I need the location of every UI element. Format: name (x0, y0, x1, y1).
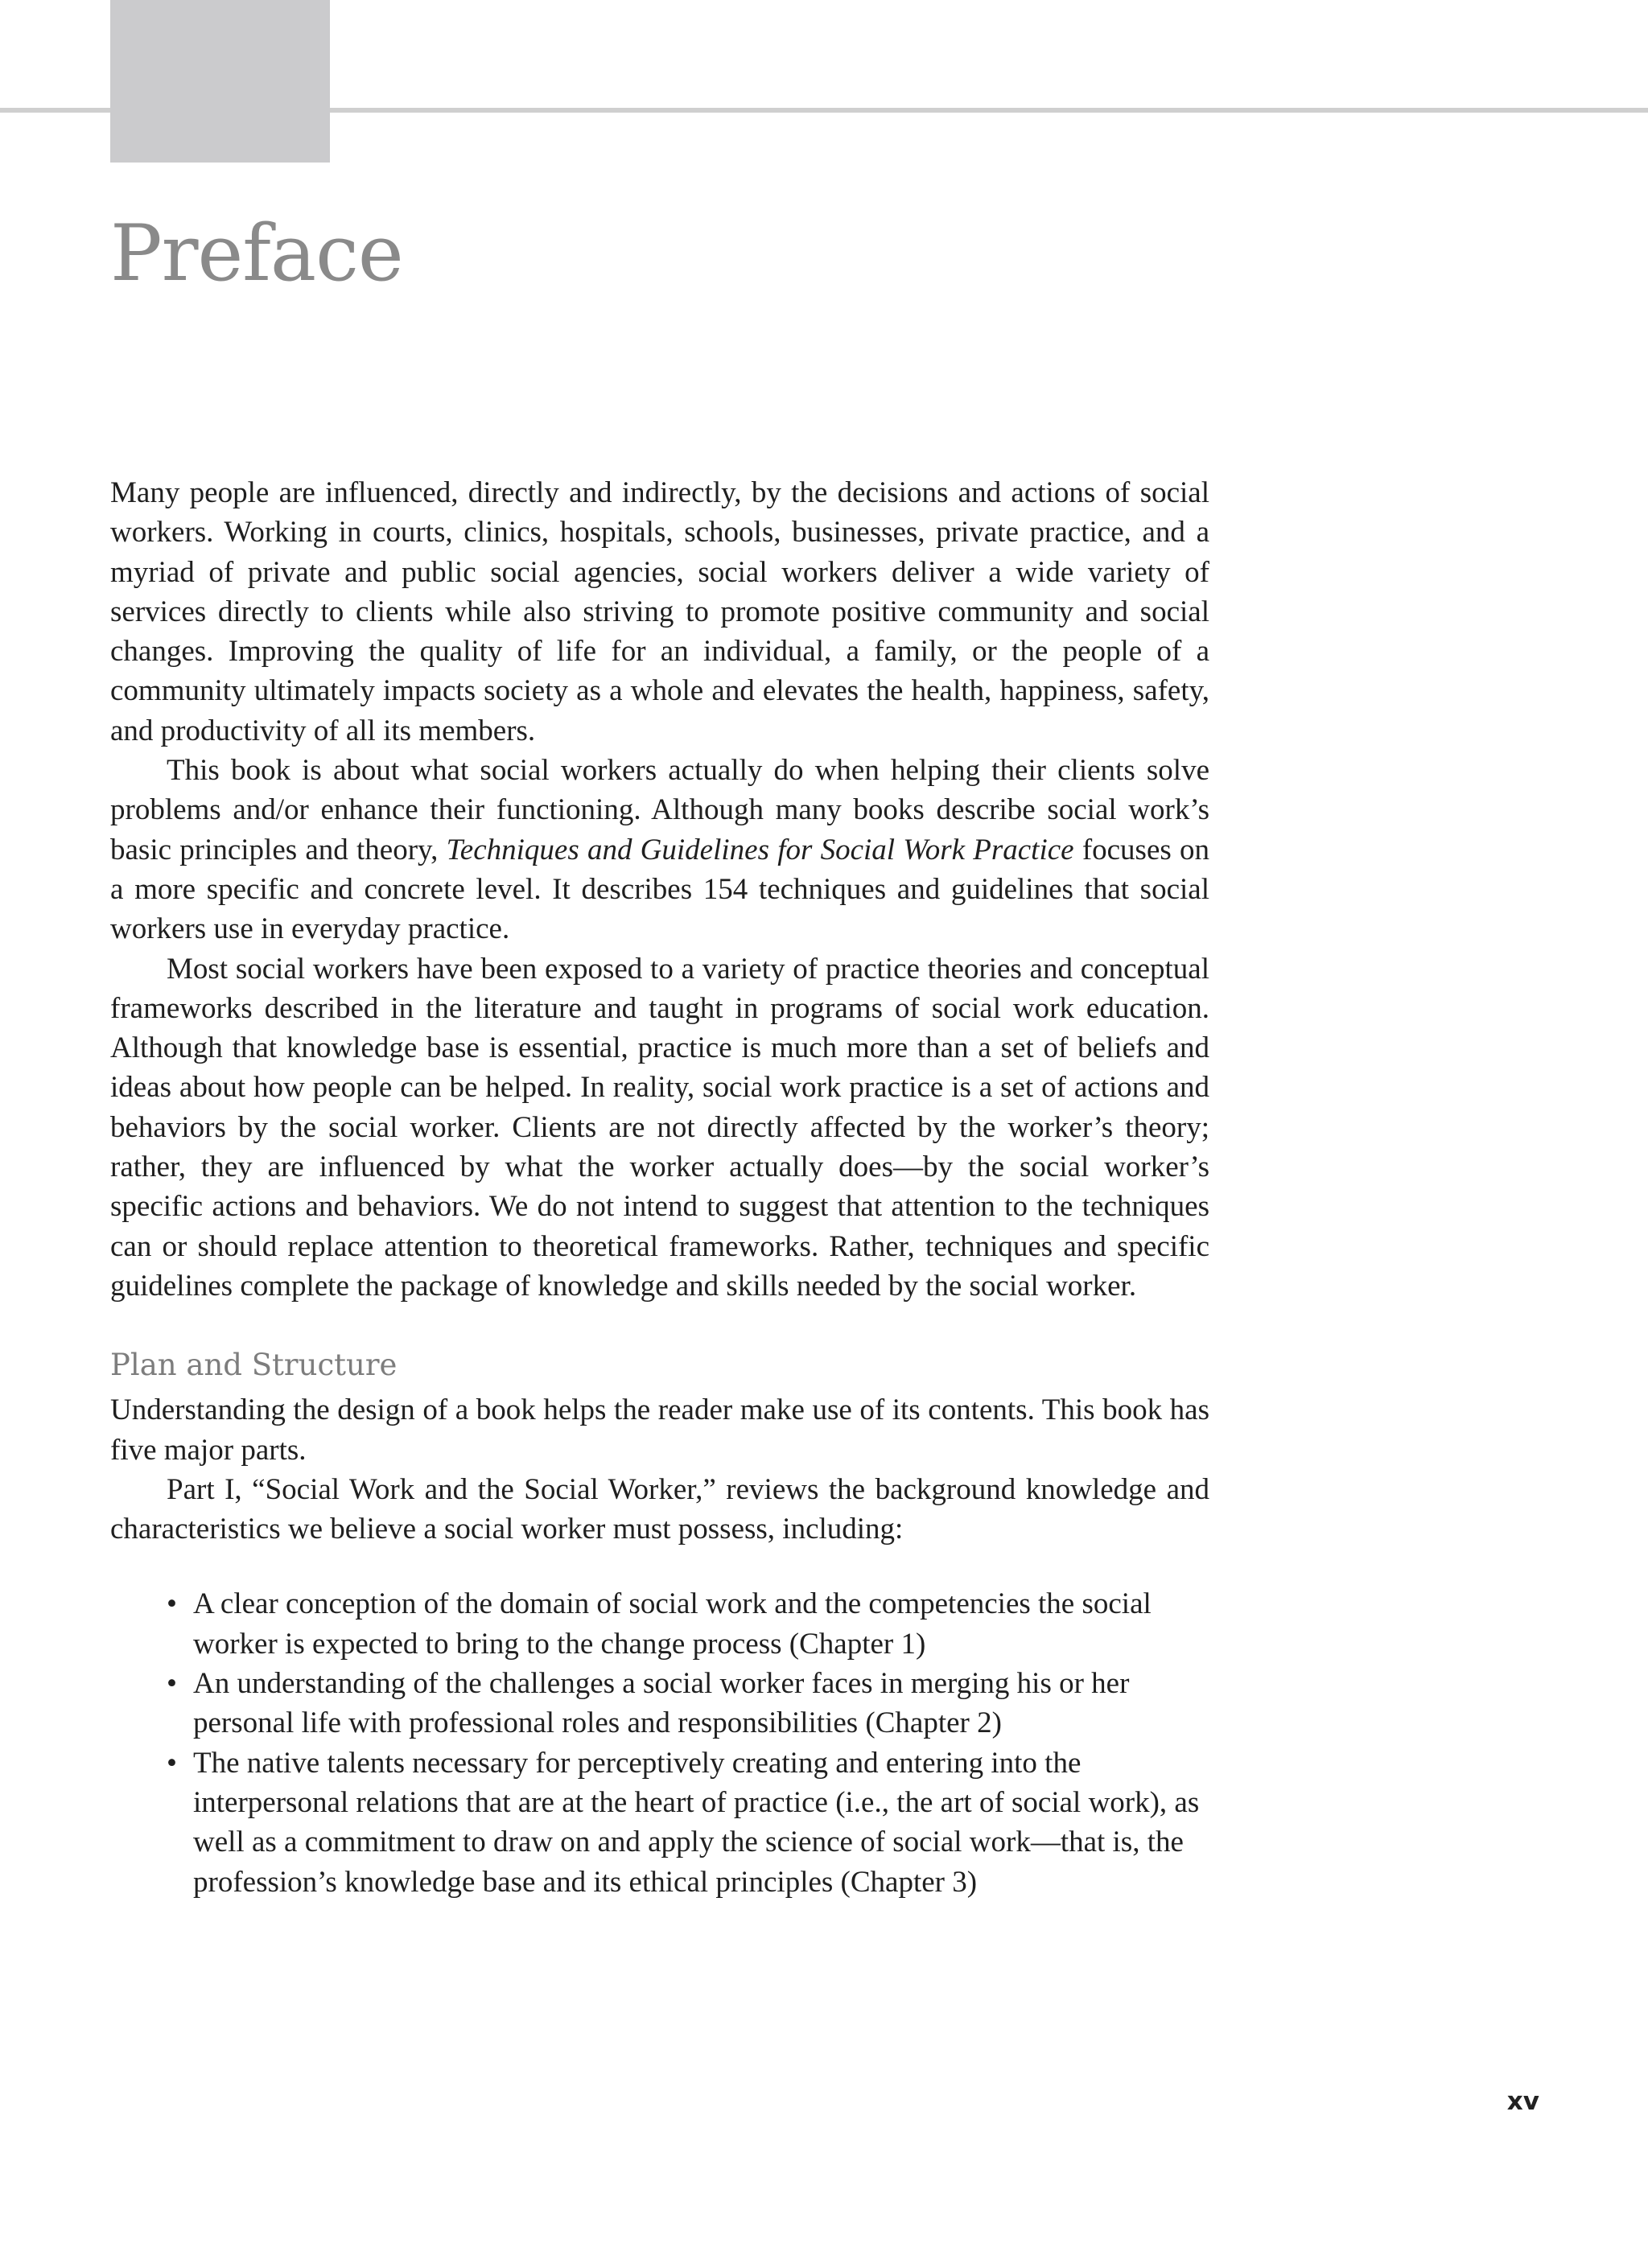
book-title-italic: Techniques and Guidelines for Social Work Practice (446, 833, 1074, 866)
body-text (110, 473, 1209, 1902)
list-item: • The native talents necessary for perceptively creating and entering into the interpersonal relations that are at the heart of practice (i.e., the art of social work), as well as a commitment to draw on and apply the science of social work—that is, the profession’s knowledge base and its ethical principles (Chapter 3) (193, 1743, 1209, 1902)
intro-paragraph-2-end: focuses on a more specific and concrete level. It describes 154 techniques and guidelines that social workers use in everyday practice. (110, 833, 1209, 946)
section-heading-plan: Plan and Structure (110, 1348, 398, 1383)
intro-paragraph-2-start: This book is about what social workers actually do when helping their clients solve problems and/or enhance their functioning. Although many books describe social work’s basic principles and theory, (110, 754, 1209, 866)
intro-paragraph-2 (110, 751, 1209, 949)
plan-paragraph-1: Understanding the design of a book helps the reader make use of its contents. This book has five major parts. (110, 1393, 1209, 1467)
chapter-bullet-list (110, 1584, 1209, 1901)
plan-paragraph-2: Part I, “Social Work and the Social Worker,” reviews the background knowledge and characteristics we believe a social worker must possess, including: (110, 1472, 1209, 1546)
page-number: xv (1506, 2087, 1539, 2116)
list-item: • A clear conception of the domain of social work and the competencies the social worker is expected to bring to the change process (Chapter 1) (193, 1584, 1209, 1664)
intro-paragraph-1: Many people are influenced, directly and indirectly, by the decisions and actions of social workers. Working in courts, clinics, hospitals, schools, businesses, private practice, and a myriad of private and public social agencies, social workers deliver a wide variety of services directly to clients while also striving to promote positive community and social changes. Improving the quality of life for an individual, a family, or the people of a community ultimately impacts society as a whole and elevates the health, happiness, safety, and productivity of all its members. (110, 476, 1209, 747)
intro-paragraph-3: Most social workers have been exposed to a variety of practice theories and conceptual frameworks described in the literature and taught in programs of social work education. Although that knowledge base is essential, practice is much more than a set of beliefs and ideas about how people can be helped. In reality, social work practice is a set of actions and behaviors by the social worker. Clients are not directly affected by the worker’s theory; rather, they are influenced by what the worker actually does—by the social worker’s specific actions and behaviors. We do not intend to suggest that attention to the techniques can or should replace attention to theoretical frameworks. Rather, techniques and specific guidelines complete the package of knowledge and skills needed by the social worker. (110, 952, 1209, 1303)
list-item: • An understanding of the challenges a social worker faces in merging his or her personal life with professional roles and responsibilities (Chapter 2) (193, 1664, 1209, 1743)
page-title: Preface (110, 208, 403, 298)
chapter-tab-block (110, 0, 330, 163)
